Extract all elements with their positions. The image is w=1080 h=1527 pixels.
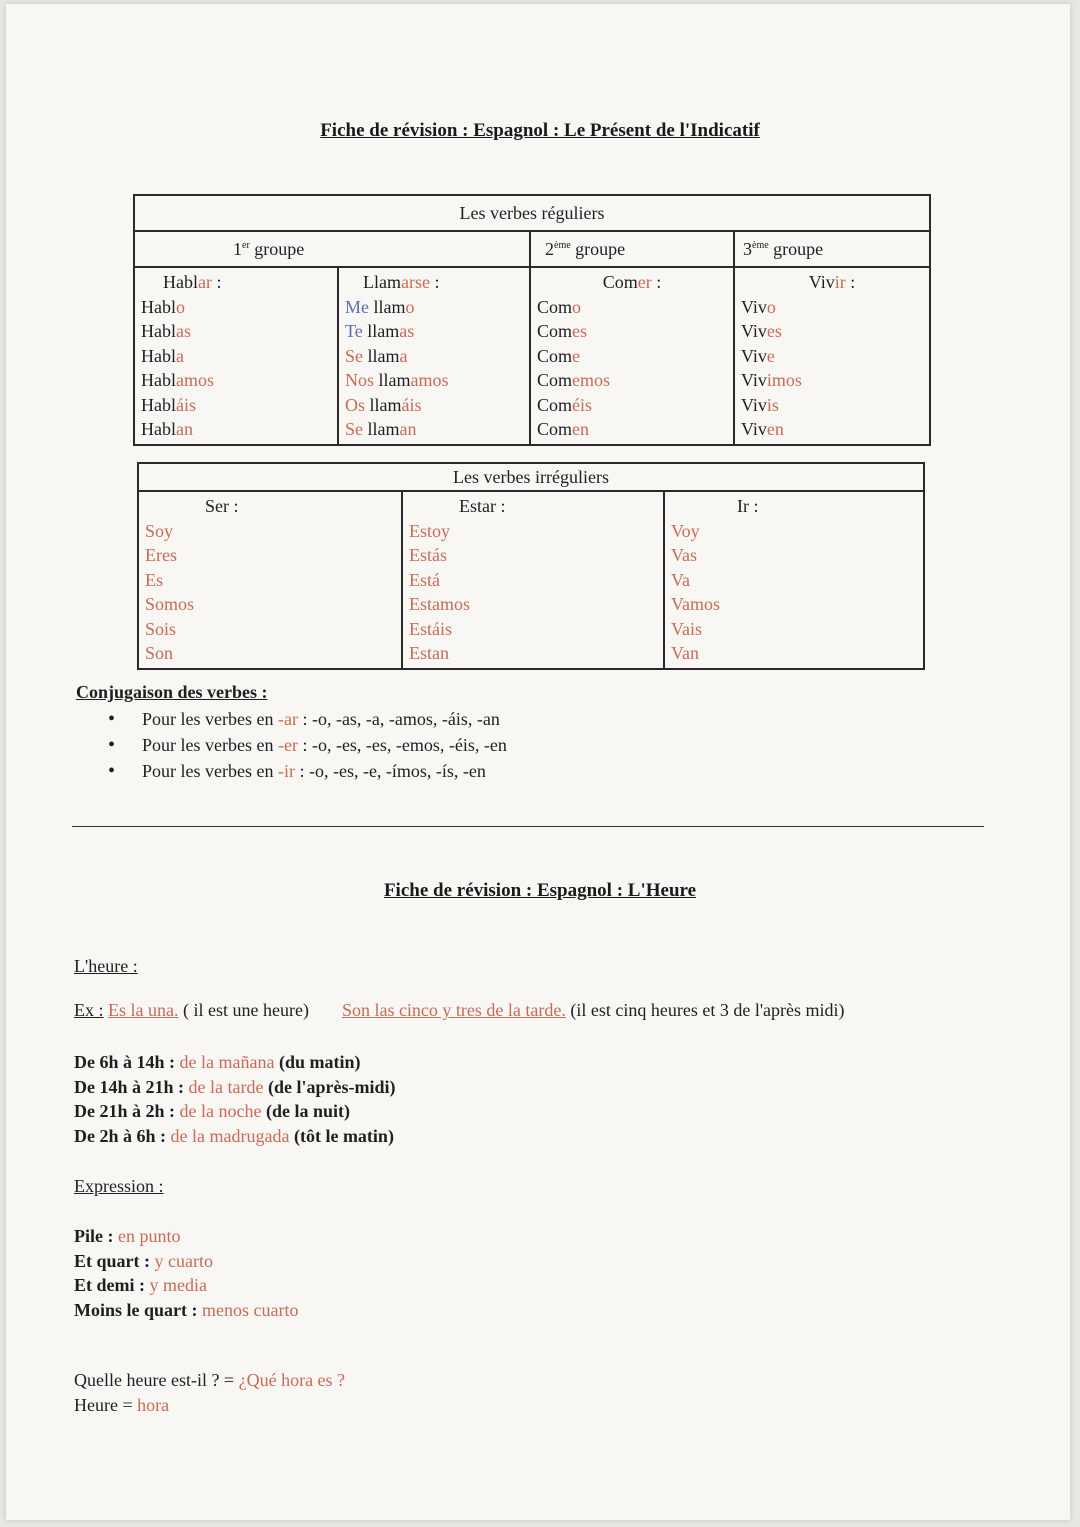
vivir-infinitive: Vivir : bbox=[808, 272, 856, 292]
group-2-header: 2ème groupe bbox=[530, 231, 734, 267]
comer-form-3: Come bbox=[537, 345, 581, 366]
ir-infinitive: Ir : bbox=[737, 496, 759, 516]
conjugation-item-ar: • Pour les verbes en -ar : -o, -as, -a, -amos, -áis, -an bbox=[108, 706, 507, 732]
comer-form-2: Comes bbox=[537, 321, 588, 341]
expression-et-demi: Et demi : y media bbox=[74, 1275, 207, 1295]
questions bbox=[74, 1368, 345, 1417]
vivir-column bbox=[734, 267, 930, 445]
lheure-title: L'heure : bbox=[74, 956, 138, 976]
hablar-form-2: Hablas bbox=[141, 321, 191, 341]
vivir-form-1: Vivo bbox=[741, 296, 776, 317]
word-heure: Heure = hora bbox=[74, 1394, 170, 1415]
comer-form-1: Como bbox=[537, 296, 582, 317]
ir-column bbox=[664, 491, 924, 669]
llamarse-form-4: Nos llamamos bbox=[345, 370, 449, 390]
conjugation-item-er: • Pour les verbes en -er : -o, -es, -es, -emos, -éis, -en bbox=[108, 732, 507, 758]
conjugation-list bbox=[108, 706, 507, 784]
ir-form-1: Voy bbox=[671, 520, 700, 541]
estar-form-2: Estás bbox=[409, 545, 447, 565]
section-divider bbox=[72, 826, 984, 827]
conjugation-item-ir: • Pour les verbes en -ir : -o, -es, -e, -ímos, -ís, -en bbox=[108, 758, 507, 784]
estar-form-4: Estamos bbox=[409, 594, 470, 614]
llamarse-form-3: Se llama bbox=[345, 345, 408, 366]
llamarse-form-1: Me llamo bbox=[345, 296, 415, 317]
hablar-form-3: Habla bbox=[141, 345, 184, 366]
llamarse-form-6: Se llaman bbox=[345, 419, 417, 439]
ser-infinitive: Ser : bbox=[205, 496, 239, 516]
irregular-verbs-table bbox=[137, 462, 925, 670]
comer-form-4: Comemos bbox=[537, 370, 611, 390]
hablar-form-4: Hablamos bbox=[141, 370, 214, 390]
ser-form-5: Sois bbox=[145, 618, 177, 639]
vivir-form-3: Vive bbox=[741, 345, 775, 366]
range-afternoon: De 14h à 21h : de la tarde (de l'après-midi) bbox=[74, 1076, 396, 1097]
vivir-form-6: Viven bbox=[741, 419, 784, 439]
ser-form-2: Eres bbox=[145, 545, 177, 565]
example-2-es: Son las cinco y tres de la tarde. bbox=[341, 1000, 566, 1020]
ser-form-6: Son bbox=[145, 643, 174, 663]
conjugation-title: Conjugaison des verbes : bbox=[76, 682, 268, 702]
example-2-fr: (il est cinq heures et 3 de l'après midi) bbox=[565, 1000, 845, 1020]
range-night: De 21h à 2h : de la noche (de la nuit) bbox=[74, 1101, 350, 1121]
comer-form-5: Coméis bbox=[537, 394, 593, 415]
ser-form-3: Es bbox=[145, 569, 163, 590]
sheet-title-present: Fiche de révision : Espagnol : Le Présent de l'Indicatif bbox=[320, 120, 760, 141]
llamarse-infinitive: Llamarse : bbox=[363, 272, 440, 292]
irregular-verbs-caption: Les verbes irréguliers bbox=[138, 463, 924, 491]
vivir-form-4: Vivimos bbox=[741, 370, 802, 390]
ir-form-3: Va bbox=[671, 569, 690, 590]
estar-form-3: Está bbox=[409, 569, 440, 590]
hablar-infinitive: Hablar : bbox=[163, 272, 222, 292]
hablar-form-1: Hablo bbox=[141, 296, 185, 317]
comer-infinitive: Comer : bbox=[602, 272, 662, 292]
example-label: Ex : bbox=[74, 1000, 104, 1020]
question-heure: Quelle heure est-il ? = ¿Qué hora es ? bbox=[74, 1370, 346, 1390]
llamarse-form-2: Te llamas bbox=[345, 321, 415, 341]
group-3-header: 3ème groupe bbox=[734, 231, 930, 267]
example-1-es: Es la una. bbox=[108, 1000, 179, 1020]
comer-column bbox=[530, 267, 734, 445]
expressions-list bbox=[74, 1224, 298, 1322]
ser-column bbox=[138, 491, 402, 669]
ser-form-1: Soy bbox=[145, 520, 174, 541]
estar-form-5: Estáis bbox=[409, 618, 452, 639]
hablar-column bbox=[134, 267, 338, 445]
regular-verbs-table bbox=[133, 194, 931, 446]
estar-column bbox=[402, 491, 664, 669]
vivir-form-2: Vives bbox=[741, 321, 782, 341]
llamarse-form-5: Os llamáis bbox=[345, 394, 422, 415]
ir-form-6: Van bbox=[671, 643, 699, 663]
ir-form-4: Vamos bbox=[671, 594, 720, 614]
expression-pile: Pile : en punto bbox=[74, 1226, 181, 1246]
group-1-header: 1er groupe bbox=[134, 231, 530, 267]
expression-et-quart: Et quart : y cuarto bbox=[74, 1250, 213, 1271]
ir-form-5: Vais bbox=[671, 618, 702, 639]
range-morning: De 6h à 14h : de la mañana (du matin) bbox=[74, 1052, 361, 1072]
estar-form-1: Estoy bbox=[409, 520, 451, 541]
estar-form-6: Estan bbox=[409, 643, 449, 663]
expression-moins-le-quart: Moins le quart : menos cuarto bbox=[74, 1299, 299, 1320]
vivir-form-5: Vivis bbox=[741, 394, 779, 415]
hablar-form-6: Hablan bbox=[141, 419, 193, 439]
sheet-title-heure: Fiche de révision : Espagnol : L'Heure bbox=[383, 880, 697, 901]
comer-form-6: Comen bbox=[537, 419, 590, 439]
llamarse-column bbox=[338, 267, 530, 445]
example-line bbox=[74, 1000, 845, 1021]
ir-form-2: Vas bbox=[671, 545, 697, 565]
ser-form-4: Somos bbox=[145, 594, 195, 614]
regular-verbs-caption: Les verbes réguliers bbox=[134, 195, 930, 231]
range-early-morning: De 2h à 6h : de la madrugada (tôt le matin) bbox=[74, 1125, 394, 1146]
hablar-form-5: Habláis bbox=[141, 394, 196, 415]
example-1-fr: ( il est une heure) bbox=[178, 1000, 309, 1020]
time-ranges bbox=[74, 1050, 395, 1148]
expression-title: Expression : bbox=[74, 1176, 164, 1196]
estar-infinitive: Estar : bbox=[459, 496, 506, 516]
